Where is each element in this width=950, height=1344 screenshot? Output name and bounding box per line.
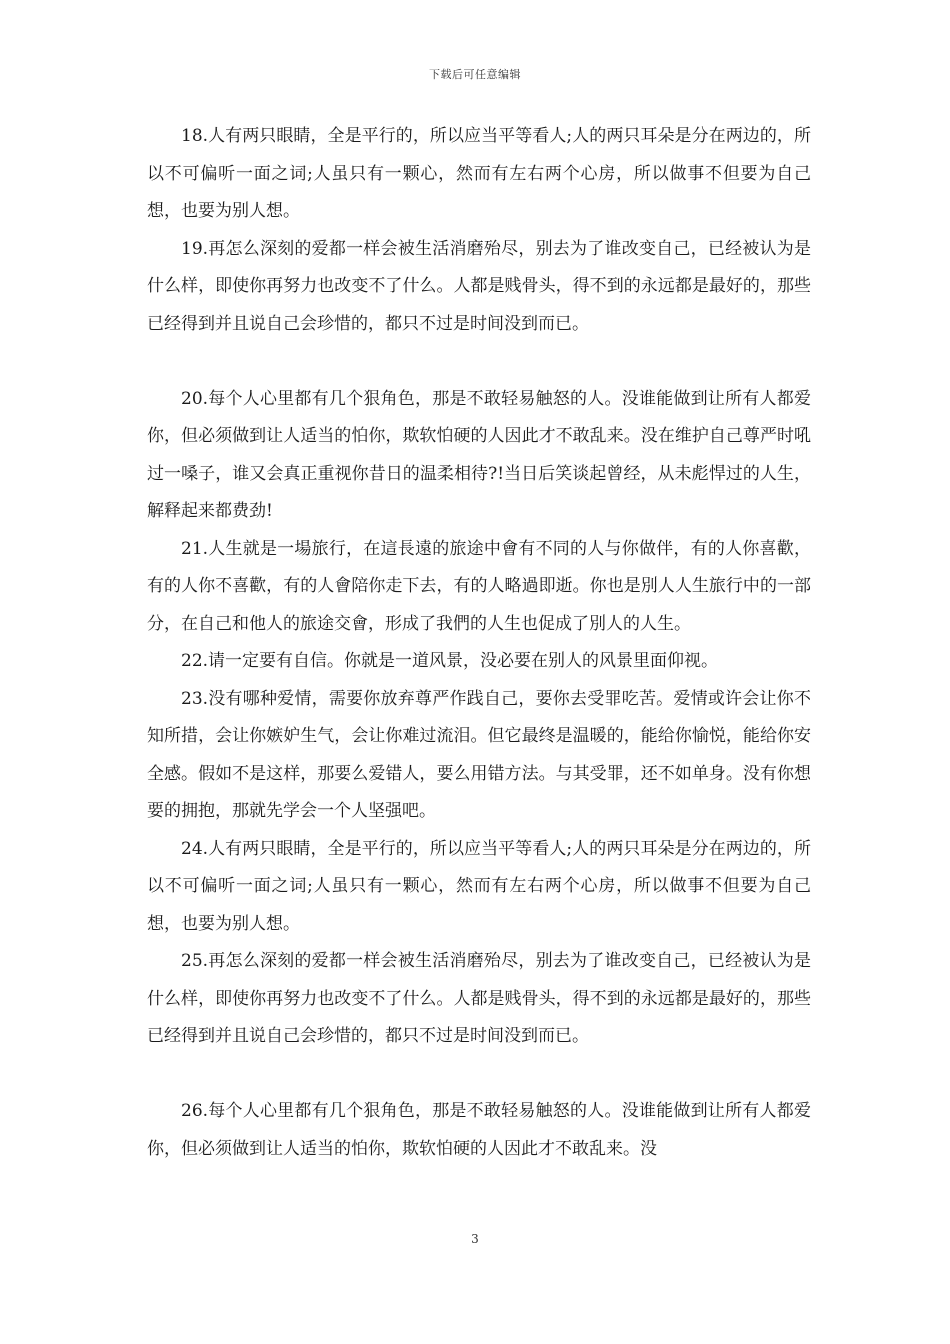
blank-line (147, 343, 811, 381)
paragraph-22: 22.请一定要有自信。你就是一道风景，没必要在别人的风景里面仰视。 (181, 651, 719, 671)
paragraph-20: 20.每个人心里都有几个狠角色，那是不敢轻易触怒的人。没谁能做到让所有人都爱你，但必须做到让人适当的怕你，欺软怕硬的人因此才不敢乱来。没在维护自己尊严时吼过一嗓子，谁又会真正重视你昔日的温柔相待?!当日后笑谈起曾经，从未彪悍过的人生，解释起来都费劲! (147, 388, 811, 521)
document-body (147, 118, 811, 1168)
paragraph-21: 21.人生就是一場旅行，在這長遠的旅途中會有不同的人与你做伴，有的人你喜歡，有的人你不喜歡，有的人會陪你走下去，有的人略過即逝。你也是別人人生旅行中的一部分，在自己和他人的旅途交會，形成了我們的人生也促成了別人的人生。 (147, 538, 811, 634)
paragraph-19: 19.再怎么深刻的爱都一样会被生活消磨殆尽，别去为了谁改变自己，已经被认为是什么样，即使你再努力也改变不了什么。人都是贱骨头，得不到的永远都是最好的，那些已经得到并且说自己会珍惜的，都只不过是时间没到而已。 (147, 238, 811, 334)
page-number: 3 (471, 1232, 479, 1246)
paragraph-24: 24.人有两只眼睛，全是平行的，所以应当平等看人;人的两只耳朵是分在两边的，所以不可偏听一面之词;人虽只有一颗心，然而有左右两个心房，所以做事不但要为自己想，也要为别人想。 (147, 838, 811, 934)
page-header: 下载后可任意编辑 (429, 68, 521, 81)
blank-line (147, 1056, 811, 1094)
paragraph-26: 26.每个人心里都有几个狠角色，那是不敢轻易触怒的人。没谁能做到让所有人都爱你，但必须做到让人适当的怕你，欺软怕硬的人因此才不敢乱来。没 (147, 1101, 811, 1159)
paragraph-23: 23.没有哪种爱情，需要你放弃尊严作践自己，要你去受罪吃苦。爱情或许会让你不知所措，会让你嫉妒生气，会让你难过流泪。但它最终是温暖的，能给你愉悦，能给你安全感。假如不是这样，那要么爱错人，要么用错方法。与其受罪，还不如单身。没有你想要的拥抱，那就先学会一个人坚强吧。 (147, 688, 811, 821)
paragraph-18: 18.人有两只眼睛，全是平行的，所以应当平等看人;人的两只耳朵是分在两边的，所以不可偏听一面之词;人虽只有一颗心，然而有左右两个心房，所以做事不但要为自己想，也要为别人想。 (147, 126, 811, 221)
paragraph-25: 25.再怎么深刻的爱都一样会被生活消磨殆尽，别去为了谁改变自己，已经被认为是什么样，即使你再努力也改变不了什么。人都是贱骨头，得不到的永远都是最好的，那些已经得到并且说自己会珍惜的，都只不过是时间没到而已。 (147, 951, 811, 1046)
